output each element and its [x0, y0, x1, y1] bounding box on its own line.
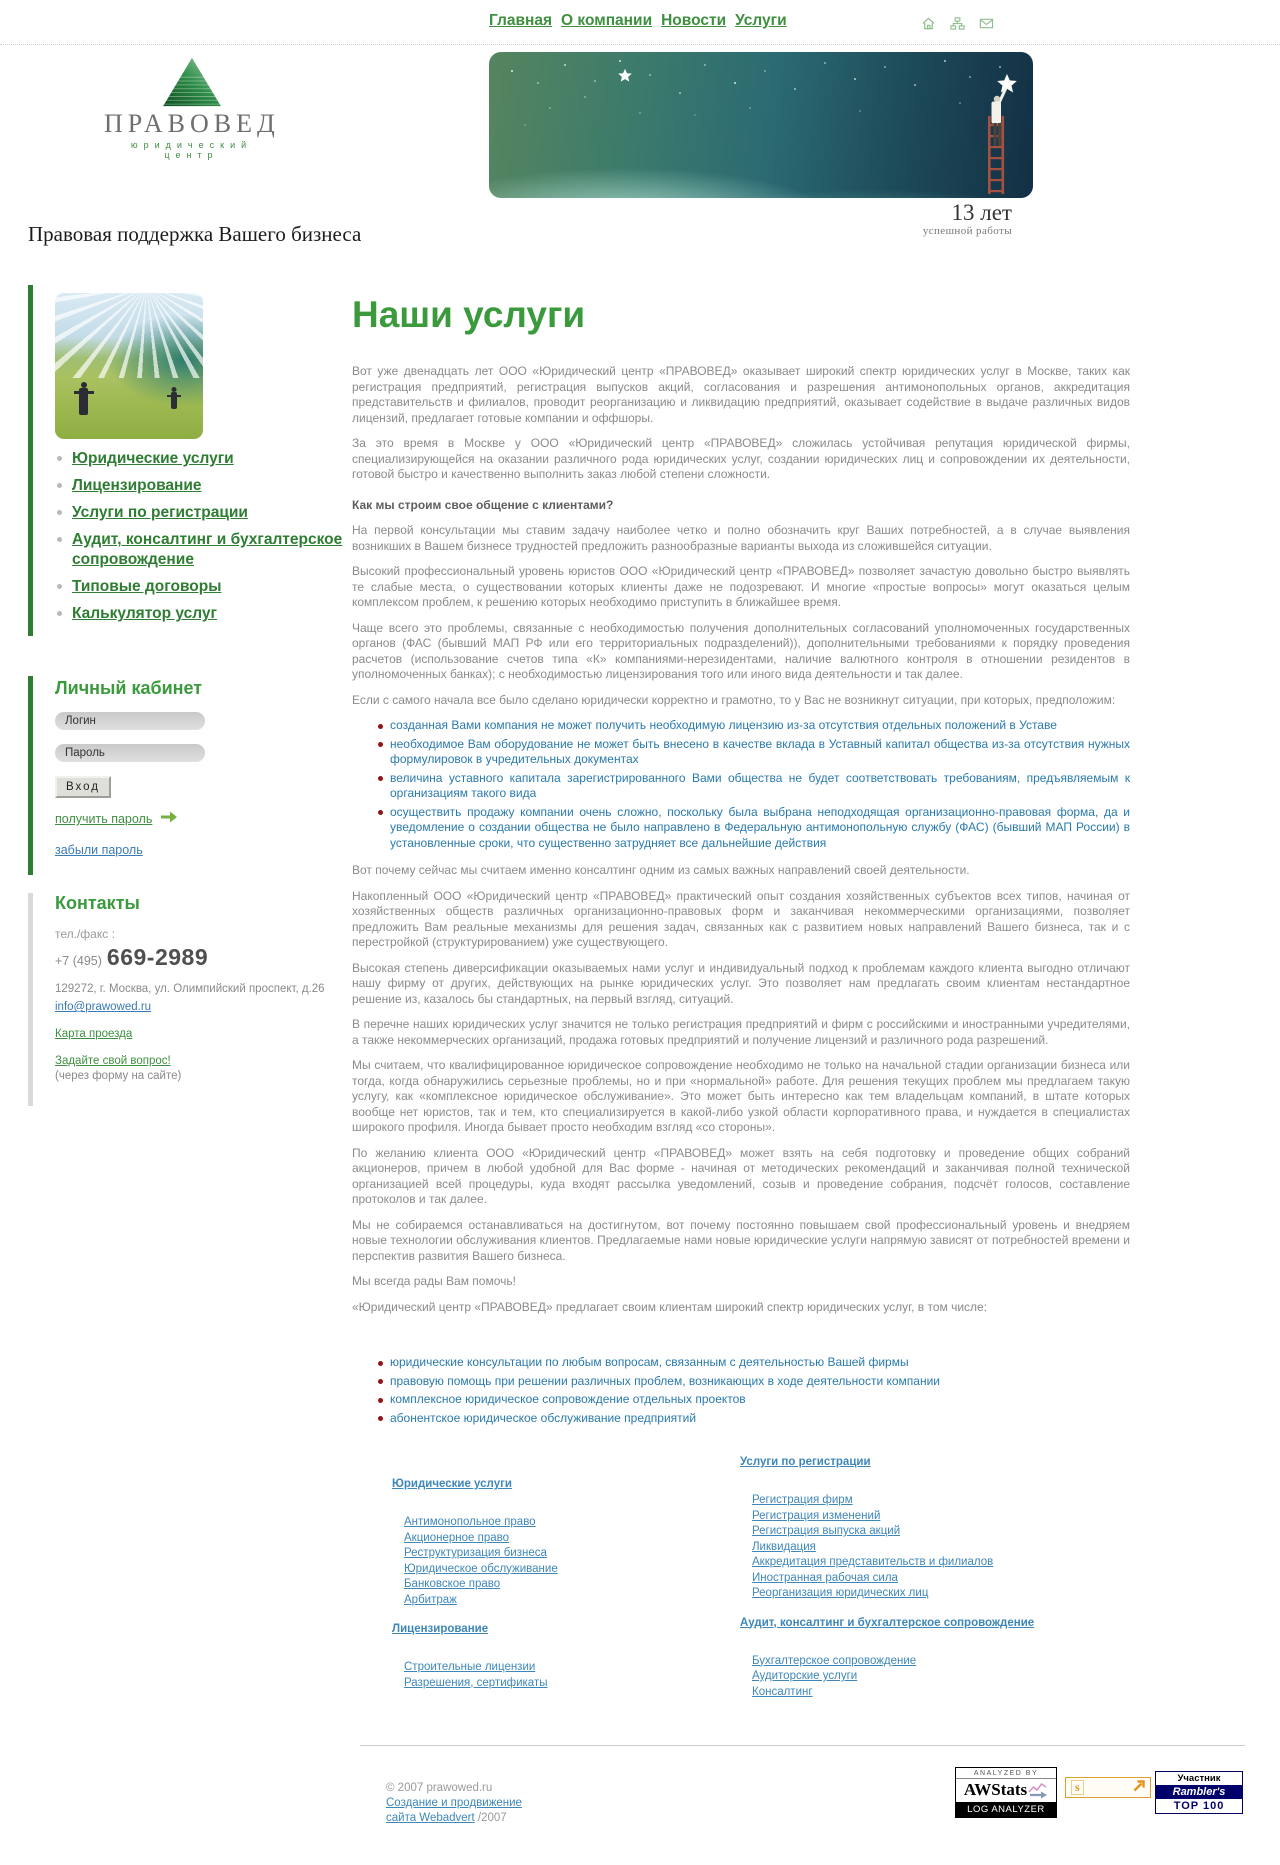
paragraph: По желанию клиента ООО «Юридический центр «ПРАВОВЕД» может взять на себя подготовку и проведение общих собраний акционеров, причем в любой удобной для Вас форме - начиная от методических рекомендаций и заканчивая полной технической организацией всей процедуры, куда входят рассылка уведомлений, созыв и проведение собрания, подсчёт голосов, составление протоколов и так далее. [352, 1145, 1130, 1206]
credit-link[interactable]: Создание и продвижение [386, 1797, 522, 1809]
list-item[interactable] [752, 1523, 1130, 1539]
list-item[interactable] [404, 1530, 740, 1546]
list-item[interactable] [752, 1653, 1130, 1669]
bullet-item: необходимое Вам оборудование не может быть внесено в качестве вклада в Уставный капитал общества из-за отсутствия нужных формулировок в учредительных документах [378, 737, 1130, 768]
services-group-title[interactable]: Лицензирование [392, 1623, 489, 1635]
bullet-list [352, 718, 1130, 851]
ask-question-link[interactable]: Задайте свой вопрос! [55, 1055, 171, 1067]
paragraph: В перечне наших юридических услуг значится не только регистрация предприятий и фирм с российскими и иностранными учредителями, а также некоммерческих организаций, продажа готовых предприятий и получение лицензий и различного рода разрешений. [352, 1017, 1130, 1047]
list-item[interactable] [752, 1539, 1130, 1555]
list-item[interactable] [404, 1561, 740, 1577]
logo[interactable] [104, 56, 279, 160]
top-bar [0, 0, 1280, 45]
forgot-password-link[interactable]: забыли пароль [55, 843, 143, 857]
services-group-title[interactable]: Юридические услуги [392, 1478, 512, 1490]
login-input[interactable] [55, 712, 205, 730]
paragraph: Если с самого начала все было сделано юридически корректно и грамотно, то у Вас не возникнут ситуации, при которых, предположим: [352, 692, 1116, 707]
bullet-item: комплексное юридическое сопровождение отдельных проектов [378, 1392, 1130, 1408]
nav-link-home[interactable]: Главная [489, 12, 553, 29]
password-field-wrap [55, 744, 352, 762]
service-link[interactable]: Реструктуризация бизнеса [404, 1547, 547, 1559]
openstat-logo: s [1071, 1780, 1084, 1795]
account-title: Личный кабинет [55, 678, 203, 698]
footer-divider [360, 1745, 1245, 1746]
mail-icon[interactable] [979, 16, 994, 31]
service-link[interactable]: Аккредитация представительств и филиалов [752, 1556, 994, 1568]
sidebar-item-calculator[interactable] [55, 604, 367, 624]
arrow-right-icon [160, 810, 178, 828]
map-link[interactable]: Карта проезда [55, 1028, 133, 1040]
list-item[interactable] [752, 1492, 1130, 1508]
paragraph: Чаще всего это проблемы, связанные с необходимостью получения дополнительных согласований уполномоченных государственных органов (ФАС (бывший МАП РФ или его территориальных подразделений)), дополнительными требованиями к порядку проведения расчетов (использование счетов типа «К» компаниями-нерезидентами, наличие валютного контроля в отношении резидентов в уполномоченных банках); с необходимостью лицензирования того или иного вида деятельности и так далее. [352, 620, 1130, 681]
subheading: Как мы строим свое общение с клиентами? [352, 497, 614, 512]
footer-credit [386, 1781, 522, 1826]
figure-decor [171, 392, 177, 409]
sidebar-link[interactable]: Юридические услуги [72, 450, 234, 467]
list-item[interactable] [404, 1675, 740, 1691]
service-link[interactable]: Акционерное право [404, 1531, 509, 1544]
bullet-item: осуществить продажу компании очень сложно, поскольку была выбрана неподходящая организационно-правовая форма, да и уведомление о создании общества не было направлено в Федеральную антимонопольную службу (ФАС) (бывший МАП России) в установленные сроки, что существенно затрудняет все дальнейшие действия [378, 805, 1130, 852]
top-icons [921, 16, 994, 31]
sidebar-menu-block [28, 285, 352, 636]
nav-link-about[interactable]: О компании [561, 12, 653, 29]
sitemap-icon[interactable] [950, 16, 965, 31]
service-link[interactable]: Регистрация фирм [752, 1494, 853, 1506]
list-item[interactable] [404, 1545, 740, 1561]
phone-number: 669-2989 [106, 944, 209, 970]
list-item[interactable] [404, 1576, 740, 1592]
sidebar-item-contracts[interactable] [55, 577, 367, 597]
paragraph: Накопленный ООО «Юридический центр «ПРАВОВЕД» практический опыт создания хозяйственных субъектов всех типов, начиная от хозяйственных обществ различных организационно-правовых форм и заканчивая некоммерческими организациями, позволяет предложить Вам реальные механизмы для решения задач, связанных как с развитием новых направлений Вашего бизнеса, так и с перестройкой (структурированием) уже существующего. [352, 888, 1130, 949]
services-group-audit [740, 1613, 1130, 1700]
paragraph: Вот уже двенадцать лет ООО «Юридический центр «ПРАВОВЕД» оказывает широкий спектр юридических услуг в Москве, таких как регистрация предприятий, регистрация выпусков акций, согласования и разрешения антимонопольных органов, аккредитация представительств и филиалов, проводит реорганизацию и ликвидацию предприятий, оказывает содействие в выдаче различных видов лицензий, предлагает готовые компании и оффшоры. [352, 364, 1130, 425]
ask-question-note: (через форму на сайте) [55, 1070, 182, 1082]
paragraph: Мы считаем, что квалифицированное юридическое сопровождение необходимо не только на начальной стадии организации бизнеса или тогда, когда обнаружились серьезные проблемы, но и при «нормальной» работе. Для решения текущих проблем мы предлагаем такую услугу, как «комплексное юридическое обслуживание». Это может быть интересно как тем владельцам компаний, в штате которых вообще нет юристов, так и тем, кто специализируется в какой-либо узкой области корпоративного права, и нуждается в специалистах широкого профиля. Иногда бывает просто необходим взгляд «со стороны». [352, 1058, 1130, 1134]
sidebar-link[interactable]: Калькулятор услуг [72, 605, 217, 622]
paragraph: Вот почему сейчас мы считаем именно консалтинг одним из самых важных направлений своей деятельности. [352, 863, 970, 877]
service-link[interactable]: Разрешения, сертификаты [404, 1676, 548, 1689]
get-password-row [55, 810, 352, 828]
paragraph: Мы не собираемся останавливаться на достигнутом, вот почему постоянно повышаем свой профессиональный уровень и внедряем новые технологии обслуживания клиентов. Предлагаемые нами новые юридические услуги напрямую зависят от потребностей времени и перспектив развития Вашего бизнеса. [352, 1217, 1130, 1263]
rambler-line1: Участник [1177, 1773, 1221, 1784]
home-icon[interactable] [921, 16, 936, 31]
openstat-badge[interactable] [1065, 1777, 1151, 1798]
bullet-item: правовую помощь при решении различных проблем, возникающих в ходе деятельности компании [378, 1374, 1130, 1390]
sidebar-link[interactable]: Типовые договоры [72, 578, 222, 595]
service-link[interactable]: Банковское право [404, 1578, 501, 1590]
service-link[interactable]: Ликвидация [752, 1540, 816, 1553]
list-item[interactable] [752, 1554, 1130, 1570]
bullet-item: абонентское юридическое обслуживание предприятий [378, 1411, 1130, 1427]
password-input[interactable] [55, 744, 205, 762]
footer [0, 1745, 1280, 1865]
address: 129272, г. Москва, ул. Олимпийский проспект, д.26 [55, 983, 325, 995]
service-link[interactable]: Реорганизация юридических лиц [752, 1587, 929, 1599]
star-icon [617, 68, 633, 84]
login-field-wrap [55, 712, 352, 730]
nav-link-services[interactable]: Услуги [735, 12, 787, 29]
paragraph: Высокий профессиональный уровень юристов ООО «Юридический центр «ПРАВОВЕД» позволяет зачастую довольно быстро выявлять те слабые места, о существовании которых клиенты даже не подозревают. И многие «простые вопросы» могут оказаться целым комплексом проблем, к решению которых необходимо приступить в ближайшее время. [352, 564, 1130, 609]
main-content [352, 278, 1130, 1711]
services-group-licensing [392, 1619, 740, 1690]
header [0, 0, 1280, 278]
services-index-left [392, 1452, 740, 1711]
sidebar-link[interactable]: Лицензирование [72, 477, 202, 494]
paragraph: На первой консультации мы ставим задачу наиболее четко и полно обозначить круг Ваших потребностей, а в случае выявления возникших в Вашем бизнесе трудностей предложить разнообразные варианты выхода из сложившейся ситуации. [352, 523, 1130, 553]
sidebar-painting [55, 293, 203, 439]
credit-suffix: /2007 [477, 1812, 507, 1824]
logo-pyramid-icon [161, 56, 223, 108]
get-password-link[interactable]: получить пароль [55, 812, 153, 826]
awstats-top-label: ANALYZED BY [956, 1768, 1056, 1779]
service-link[interactable]: Антимонопольное право [404, 1516, 536, 1528]
tagline: Правовая поддержка Вашего бизнеса [28, 222, 362, 246]
sidebar [28, 278, 352, 1106]
contacts-block [28, 893, 352, 1106]
services-bullet-list [352, 1355, 1130, 1426]
services-group-title[interactable]: Услуги по регистрации [740, 1456, 871, 1468]
services-index [352, 1452, 1130, 1711]
sidebar-link[interactable]: Услуги по регистрации [72, 504, 248, 521]
paragraph: Высокая степень диверсификации оказываемых нами услуг и индивидуальный подход к проблемам каждого клиента выгодно отличают нашу фирму от других, действующих на рынке юридических услуг. Это позволяет нам предлагать своим клиентам нестандартное решение из, казалось бы стандартных, на первый взгляд, ситуаций. [352, 960, 1130, 1006]
service-link[interactable]: Консалтинг [752, 1685, 813, 1698]
phone-line [55, 944, 352, 971]
banner-illustration [489, 52, 1033, 198]
list-intro: «Юридический центр «ПРАВОВЕД» предлагает своим клиентам широкий спектр юридических услуг, в том числе: [352, 1299, 988, 1314]
service-link[interactable]: Регистрация выпуска акций [752, 1525, 901, 1537]
list-item[interactable] [752, 1508, 1130, 1524]
stars-decor [489, 52, 491, 54]
bullet-item: созданная Вами компания не может получить необходимую лицензию из-за отсутствия отдельных положений в Уставе [378, 718, 1130, 734]
services-group-registration [740, 1452, 1130, 1601]
years-caption: успешной работы [922, 225, 1012, 238]
service-link[interactable]: Аудиторские услуги [752, 1670, 858, 1682]
list-item[interactable] [752, 1585, 1130, 1601]
years-number: 13 лет [951, 200, 1012, 225]
services-group-legal [392, 1474, 740, 1607]
list-item[interactable] [752, 1668, 1130, 1684]
main-nav [489, 12, 787, 30]
sidebar-item-legal-services[interactable] [55, 449, 367, 469]
service-link[interactable]: Строительные лицензии [404, 1661, 536, 1673]
list-item[interactable] [404, 1514, 740, 1530]
closing-line: Мы всегда рады Вам помочь! [352, 1274, 516, 1288]
list-item[interactable] [752, 1570, 1130, 1586]
awstats-bottom-label: LOG ANALYZER [956, 1802, 1056, 1817]
awstats-name: AWStats [963, 1780, 1028, 1799]
email-link[interactable]: info@prawowed.ru [55, 1001, 152, 1013]
service-link[interactable]: Иностранная рабочая сила [752, 1571, 898, 1584]
nav-link-news[interactable]: Новости [661, 12, 727, 29]
phone-prefix: +7 (495) [55, 954, 102, 968]
login-button[interactable]: Вход [55, 776, 111, 798]
service-link[interactable]: Бухгалтерское сопровождение [752, 1654, 917, 1667]
rambler-line3: TOP 100 [1173, 1800, 1225, 1812]
sidebar-menu [55, 449, 367, 624]
sidebar-link[interactable]: Аудит, консалтинг и бухгалтерское сопровождение [72, 531, 343, 568]
awstats-badge[interactable] [955, 1767, 1057, 1818]
contacts-title: Контакты [55, 893, 140, 913]
service-link[interactable]: Регистрация изменений [752, 1509, 881, 1522]
sidebar-item-audit[interactable] [55, 530, 367, 570]
content [0, 278, 1280, 1711]
page-title: Наши услуги [352, 294, 586, 335]
sidebar-item-licensing[interactable] [55, 476, 367, 496]
copyright: © 2007 prawowed.ru [386, 1782, 493, 1794]
logo-name: ПРАВОВЕД [104, 109, 280, 138]
service-link[interactable]: Арбитраж [404, 1593, 457, 1606]
arrow-up-right-icon [1133, 1779, 1145, 1797]
list-item[interactable] [404, 1659, 740, 1675]
rambler-top100-badge[interactable] [1155, 1771, 1243, 1814]
account-block [28, 676, 352, 875]
service-link[interactable]: Юридическое обслуживание [404, 1562, 558, 1575]
bullet-item: юридические консультации по любым вопросам, связанным с деятельностью Вашей фирмы [378, 1355, 1130, 1371]
list-item[interactable] [404, 1592, 740, 1608]
sidebar-item-registration[interactable] [55, 503, 367, 523]
rambler-line2: Rambler's [1156, 1785, 1242, 1799]
years-badge [860, 200, 1012, 237]
services-group-title[interactable]: Аудит, консалтинг и бухгалтерское сопровождение [740, 1616, 1035, 1629]
bullet-item: величина уставного капитала зарегистрированного Вами общества не будет соответствовать требованиям, предъявляемым к организациям такого вида [378, 771, 1130, 802]
chart-arrow-icon [1028, 1782, 1048, 1799]
paragraph: За это время в Москве у ООО «Юридический центр «ПРАВОВЕД» сложилась устойчивая репутация юридической фирмы, специализирующейся на оказании различного рода юридических услуг, создании юридических лиц и сопровождении их деятельности, готовой быстро и качественно выполнить заказ любой степени сложности. [352, 436, 1130, 481]
credit-link[interactable]: сайта Webadvert [386, 1812, 475, 1824]
man-on-ladder-icon [955, 72, 1025, 194]
services-index-right [740, 1452, 1130, 1711]
list-item[interactable] [752, 1684, 1130, 1700]
figure-decor [79, 388, 88, 415]
phone-label: тел./факс : [55, 927, 115, 941]
logo-subtitle: юридический центр [130, 140, 253, 161]
